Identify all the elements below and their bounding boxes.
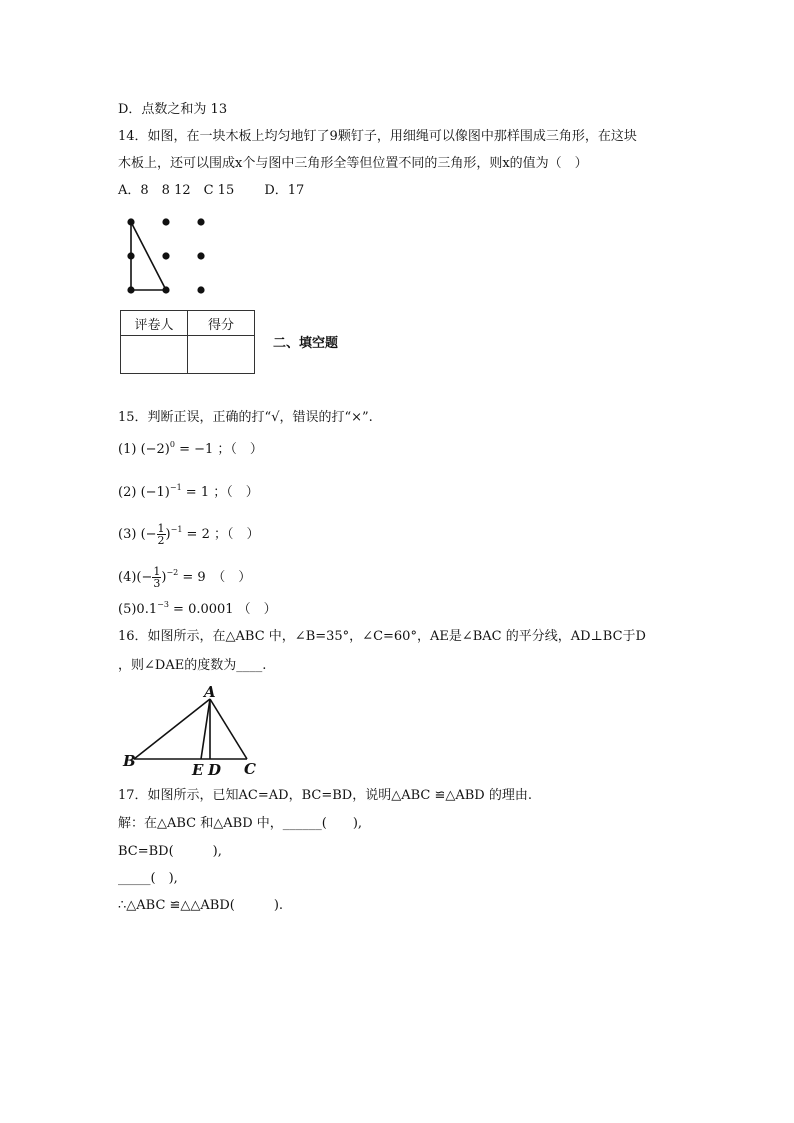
q16-stem-line1: 16．如图所示，在△ABC 中，∠B=35°，∠C=60°，AE是∠BAC 的平分线，AD⊥BC于D [118,629,646,644]
label-e: E [192,761,204,779]
q16-stem-line2: ，则∠DAE的度数为____. [118,658,267,673]
segment-ac [210,699,247,759]
segment-ae [201,699,210,759]
section-title: 二、填空题 [273,336,339,351]
q15-item-3: (3) (− $\frac{1}{2}$ )$^{-1}$ = 2 ；（ ） [118,522,260,547]
q17-step-4: ∴△ABC ≌△△ABD( ). [118,898,284,913]
q13-option-d: D．点数之和为 13 [118,102,228,117]
fraction-one-third: $\frac{1}{3}$ [153,565,161,590]
q15-item-2: (2) $(-1)^{-1} = 1$ ；（ ） [118,483,259,500]
q17-step-1: 解：在△ABC 和△ABD 中，______( ), [118,816,363,831]
label-d: D [208,761,222,779]
q15-stem: 15．判断正误，正确的打“√，错误的打“×”. [118,410,373,425]
label-b: B [123,752,136,770]
score-table-score-header: 得分 [188,311,255,336]
q14-stem-line1: 14．如图，在一块木板上均匀地钉了9颗钉子，用细绳可以像图中那样围成三角形，在这块 [118,129,637,144]
segment-ab [134,699,210,759]
q15-item-1: (1) $(-2)^0 = -1$ ；（ ） [118,440,263,457]
score-table-reviewer-header: 评卷人 [121,311,188,336]
q17-step-2: BC=BD( ), [118,844,222,859]
q14-options: A．8 8 12 C 15 D．17 [118,183,305,198]
fraction-one-half: $\frac{1}{2}$ [157,522,165,547]
q15-item-5: $(5)0.1^{-3} = 0.0001$ （ ） [118,600,277,617]
label-a: A [204,683,216,701]
q17-stem: 17．如图所示，已知AC=AD，BC=BD，说明△ABC ≌△ABD 的理由. [118,788,532,803]
label-c: C [244,760,256,778]
q15-item-4: (4)(− $\frac{1}{3}$ )$^{-2}$ = 9 （ ） [118,565,252,590]
q17-step-3: _____( ), [118,871,178,886]
q14-stem-line2: 木板上，还可以围成x个与图中三角形全等但位置不同的三角形，则x的值为（ ） [118,156,588,171]
